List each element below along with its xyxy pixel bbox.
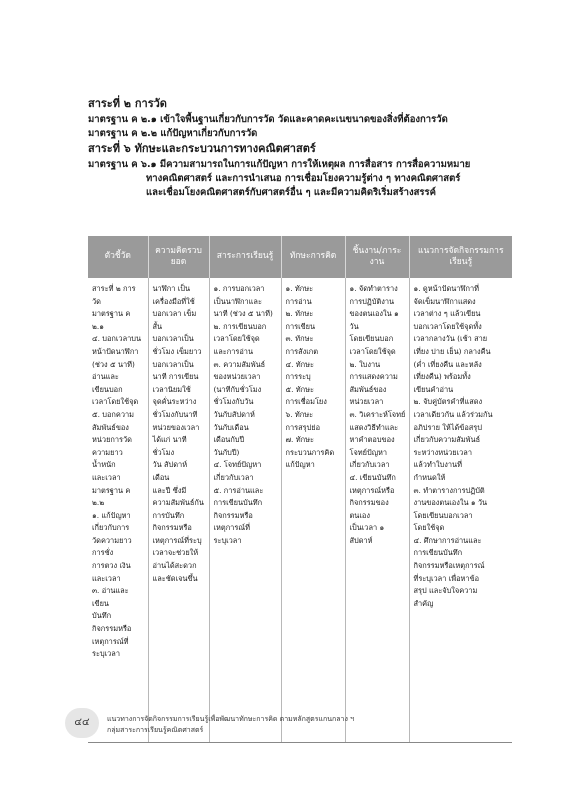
page-number: ๔๔ [65,708,99,738]
header-concept: ความคิดรวบยอด [148,236,209,278]
standard-6-1-line1: มาตรฐาน ค ๖.๑ มีความสามารถในการแก้ปัญหา การให้เหตุผล การสื่อสาร การสื่อความหมาย [88,158,471,170]
cell-thinking-skills: ๑. ทักษะ การอ่าน ๒. ทักษะ การเขียน ๓. ทักษะ การสังเกต ๔. ทักษะ การระบุ ๕. ทักษะ การเชื่อมโยง ๖. ทักษะ การสรุปย่อ ๗. ทักษะ กระบวนการคิด แก้ปัญหา [281,278,345,743]
header-thinking-skills: ทักษะการคิด [281,236,345,278]
header-indicator: ตัวชี้วัด [88,236,148,278]
standard-6-1-line2: ทางคณิตศาสตร์ และการนำเสนอ การเชื่อมโยงความรู้ต่าง ๆ ทางคณิตศาสตร์ [146,172,461,184]
standard-6-1-line3: และเชื่อมโยงคณิตศาสตร์กับศาสตร์อื่น ๆ และมีความคิดริเริ่มสร้างสรรค์ [146,187,436,198]
cell-content: ๑. การบอกเวลา เป็นนาฬิกาและ นาที (ช่วง ๕ นาที) ๒. การเขียนบอก เวลาโดยใช้จุด และการอ่าน ๓. ความสัมพันธ์ ของหน่วยเวลา (นาทีกับชั่วโมง ชั่วโมงกับวัน วันกับสัปดาห์ วันกับเดือน เดือนกับปี วันกับปี) ๔. โจทย์ปัญหา เกี่ยวกับเวลา ๕. การอ่านและ การเขียนบันทึก กิจกรรมหรือ เหตุการณ์ที่ ระบุเวลา [209,278,281,743]
table-header-row [88,236,512,278]
strand-2-heading: สาระที่ ๒ การวัด [88,97,167,110]
strand-6-heading: สาระที่ ๖ ทักษะและกระบวนการทางคณิตศาสตร์ [88,142,316,155]
standard-2-2: มาตรฐาน ค ๒.๒ แก้ปัญหาเกี่ยวกับการวัด [88,127,258,139]
footer-line-2: กลุ่มสาระการเรียนรู้คณิตศาสตร์ [107,726,204,734]
section-headings [88,96,508,200]
cell-concept: นาฬิกา เป็น เครื่องมือที่ใช้ บอกเวลา เข็มสั้น บอกเวลาเป็น ชั่วโมง เข็มยาว บอกเวลาเป็น นาที การเขียน เวลานิยมใช้ จุดคั่นระหว่าง ชั่วโมงกับนาที หน่วยของเวลา ได้แก่ นาที ชั่วโมง วัน สัปดาห์ เดือน และปี ซึ่งมี ความสัมพันธ์กัน การบันทึก กิจกรรมหรือ เหตุการณ์ที่ระบุ เวลาจะช่วยให้ อ่านได้สะดวก และชัดเจนขึ้น [148,278,209,743]
table-row [88,278,512,743]
cell-activities: ๑. ดูหน้าปัดนาฬิกาที่ จัดเข็มนาฬิกาแสดง เวลาต่าง ๆ แล้วเขียน บอกเวลาโดยใช้จุดทั้ง เวลากลางวัน (เช้า สาย เที่ยง บ่าย เย็น) กลางคืน (ค่ำ เที่ยงคืน และหลัง เที่ยงคืน) พร้อมทั้ง เขียนคำอ่าน ๒. จับคู่บัตรคำที่แสดง เวลาเดียวกัน แล้วร่วมกัน อภิปราย ให้ได้ข้อสรุป เกี่ยวกับความสัมพันธ์ ระหว่างหน่วยเวลา แล้วทำใบงานที่ กำหนดให้ ๓. ทำตารางการปฏิบัติ งานของตนเองใน ๑ วัน โดยเขียนบอกเวลา โดยใช้จุด ๔. ศึกษาการอ่านและ การเขียนบันทึก กิจกรรมหรือเหตุการณ์ ที่ระบุเวลา เพื่อหาข้อ สรุป และจับใจความ สำคัญ [409,278,512,743]
header-content: สาระการเรียนรู้ [209,236,281,278]
standard-2-1: มาตรฐาน ค ๒.๑ เข้าใจพื้นฐานเกี่ยวกับการวัด วัดและคาดคะเนขนาดของสิ่งที่ต้องการวัด [88,113,448,125]
learning-plan-table [88,236,512,743]
footer-line-1: แนวทางการจัดกิจกรรมการเรียนรู้เพื่อพัฒนาทักษะการคิด ตามหลักสูตรแกนกลาง ฯ [107,715,355,723]
cell-tasks: ๑. จัดทำตาราง การปฏิบัติงาน ของตนเองใน ๑ วัน โดยเขียนบอก เวลาโดยใช้จุด ๒. ใบงาน การแสดงความ สัมพันธ์ของ หน่วยเวลา ๓. วิเคราะห์โจทย์ แสดงวิธีทำและ หาคำตอบของ โจทย์ปัญหา เกี่ยวกับเวลา ๔. เขียนบันทึก เหตุการณ์หรือ กิจกรรมของตนเอง เป็นเวลา ๑ สัปดาห์ [345,278,409,743]
footer-text [107,714,354,736]
header-tasks: ชิ้นงาน/ภาระงาน [345,236,409,278]
page-footer [65,708,485,744]
header-activities: แนวการจัดกิจกรรมการเรียนรู้ [409,236,512,278]
cell-indicators: สาระที่ ๒ การวัด มาตรฐาน ค ๒.๑ ๔. บอกเวลาบน หน้าปัดนาฬิกา (ช่วง ๕ นาที) อ่านและ เขียนบอก เวลาโดยใช้จุด ๕. บอกความ สัมพันธ์ของ หน่วยการวัด ความยาว น้ำหนัก และเวลา มาตรฐาน ค ๒.๒ ๑. แก้ปัญหา เกี่ยวกับการ วัดความยาว การชั่ง การตวง เงิน และเวลา ๓. อ่านและเขียน บันทึก กิจกรรมหรือ เหตุการณ์ที่ ระบุเวลา [88,278,148,743]
